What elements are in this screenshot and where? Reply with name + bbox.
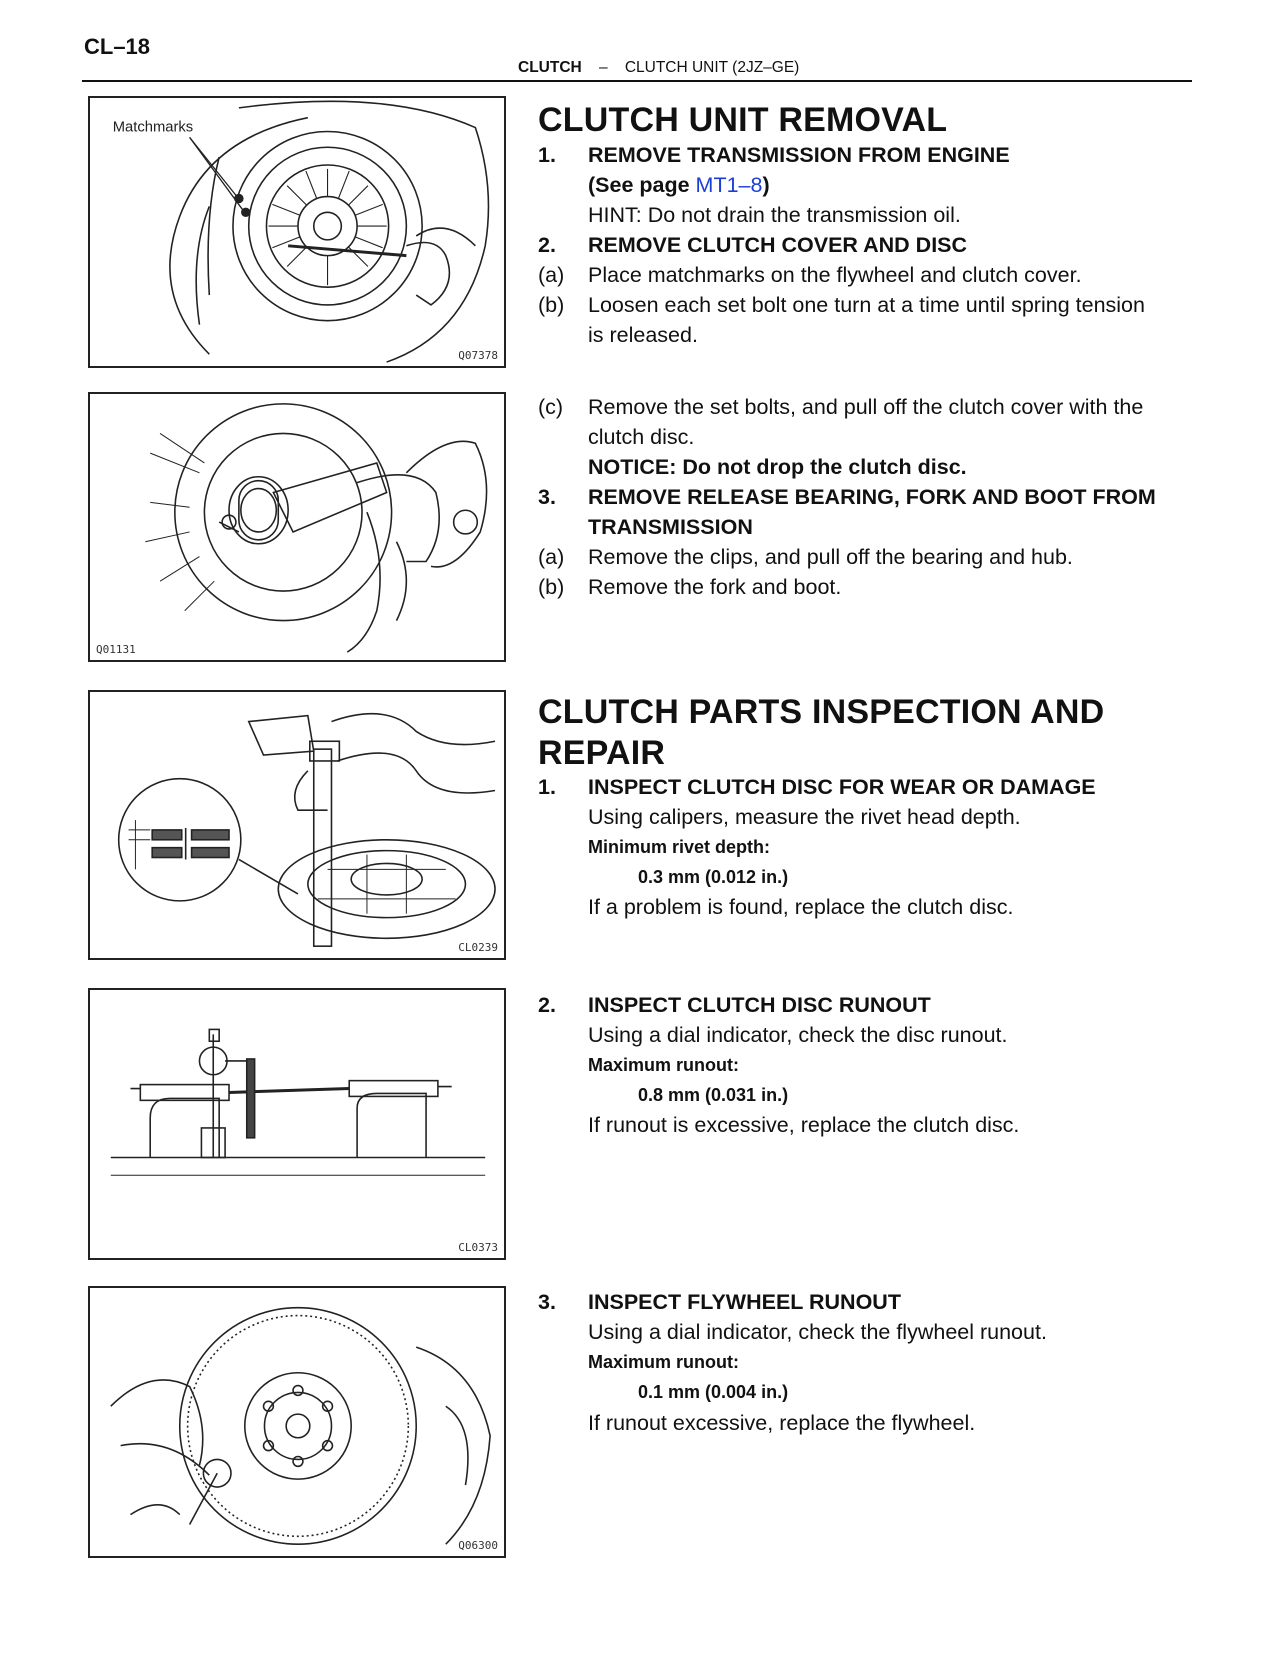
substep-text: Remove the fork and boot. xyxy=(588,575,842,599)
header-subsection: CLUTCH UNIT (2JZ–GE) xyxy=(624,59,800,76)
inspect-3-title xyxy=(538,1287,901,1317)
inspect-1-title xyxy=(538,772,1096,802)
inspect-3-spec-label: Maximum runout: xyxy=(588,1352,739,1372)
step-number: 3. xyxy=(538,1290,556,1314)
figure-code: Q07378 xyxy=(458,349,498,362)
inspect-3-spec-value: 0.1 mm (0.004 in.) xyxy=(638,1382,789,1402)
substep-b2 xyxy=(538,572,841,602)
step-2-title xyxy=(538,230,967,260)
step-number: 3. xyxy=(538,485,556,509)
section-title-inspection-cont: REPAIR xyxy=(538,734,666,772)
figure-disc-runout xyxy=(88,988,506,1260)
page-ref-prefix: (See page xyxy=(588,173,696,197)
disc-runout-illustration xyxy=(90,990,504,1258)
figure-code: CL0239 xyxy=(458,941,498,954)
substep-text: Loosen each set bolt one turn at a time until spring tension xyxy=(588,293,1145,317)
inspect-3-text: Using a dial indicator, check the flywheel runout. xyxy=(588,1320,1047,1344)
step-title-text: INSPECT CLUTCH DISC FOR WEAR OR DAMAGE xyxy=(588,775,1096,799)
clutch-cover-illustration xyxy=(90,98,504,366)
substep-tag: (b) xyxy=(538,575,565,599)
header-section: CLUTCH xyxy=(518,59,582,76)
step-1-title xyxy=(538,140,1010,170)
section-title-removal: CLUTCH UNIT REMOVAL xyxy=(538,101,948,139)
inspect-2-title xyxy=(538,990,931,1020)
matchmarks-label: Matchmarks xyxy=(112,119,194,136)
substep-tag: (a) xyxy=(538,545,565,569)
substep-a xyxy=(538,260,1082,290)
caliper-illustration xyxy=(90,692,504,958)
step-1-hint: HINT: Do not drain the transmission oil. xyxy=(588,203,961,227)
figure-clutch-cover-matchmarks xyxy=(88,96,506,368)
inspect-1-text: Using calipers, measure the rivet head depth. xyxy=(588,805,1021,829)
substep-b xyxy=(538,290,1145,320)
section-title-inspection: CLUTCH PARTS INSPECTION AND xyxy=(538,693,1105,731)
step-3-title-cont: TRANSMISSION xyxy=(588,515,753,539)
step-3-title xyxy=(538,482,1156,512)
figure-caliper-rivet-depth xyxy=(88,690,506,960)
inspect-2-text: Using a dial indicator, check the disc runout. xyxy=(588,1023,1008,1047)
flywheel-runout-illustration xyxy=(90,1288,504,1556)
notice: NOTICE: Do not drop the clutch disc. xyxy=(588,455,967,479)
substep-c xyxy=(538,392,1143,422)
step-number: 1. xyxy=(538,143,556,167)
substep-tag: (a) xyxy=(538,263,565,287)
inspect-2-spec-label: Maximum runout: xyxy=(588,1055,739,1075)
step-title-text: REMOVE RELEASE BEARING, FORK AND BOOT FROM xyxy=(588,485,1156,509)
figure-release-bearing-fork xyxy=(88,392,506,662)
substep-text: Place matchmarks on the flywheel and clutch cover. xyxy=(588,263,1082,287)
substep-tag: (c) xyxy=(538,395,564,419)
inspect-1-spec-label: Minimum rivet depth: xyxy=(588,837,771,857)
step-title-text: REMOVE TRANSMISSION FROM ENGINE xyxy=(588,143,1010,167)
inspect-1-action: If a problem is found, replace the clutch disc. xyxy=(588,895,1014,919)
substep-b-cont: is released. xyxy=(588,323,698,347)
step-1-page-ref xyxy=(588,170,770,200)
figure-code: CL0373 xyxy=(458,1241,498,1254)
substep-text: Remove the set bolts, and pull off the clutch cover with the xyxy=(588,395,1144,419)
substep-tag: (b) xyxy=(538,293,565,317)
header-rule xyxy=(82,80,1192,82)
page-ref-suffix: ) xyxy=(762,173,770,197)
step-number: 2. xyxy=(538,233,556,257)
step-number: 2. xyxy=(538,993,556,1017)
step-title-text: INSPECT FLYWHEEL RUNOUT xyxy=(588,1290,901,1314)
inspect-2-spec-value: 0.8 mm (0.031 in.) xyxy=(638,1085,789,1105)
step-title-text: REMOVE CLUTCH COVER AND DISC xyxy=(588,233,968,257)
header-dash: – xyxy=(598,59,608,76)
substep-text: Remove the clips, and pull off the bearing and hub. xyxy=(588,545,1073,569)
step-number: 1. xyxy=(538,775,556,799)
figure-code: Q06300 xyxy=(458,1539,498,1552)
release-bearing-illustration xyxy=(90,394,504,660)
inspect-2-action: If runout is excessive, replace the clutch disc. xyxy=(588,1113,1020,1137)
page-link-mt1-8[interactable]: MT1–8 xyxy=(695,173,763,197)
substep-a2 xyxy=(538,542,1073,572)
page-number: CL–18 xyxy=(84,34,151,59)
substep-c-cont: clutch disc. xyxy=(588,425,695,449)
figure-flywheel-runout xyxy=(88,1286,506,1558)
inspect-1-spec-value: 0.3 mm (0.012 in.) xyxy=(638,867,789,887)
inspect-3-action: If runout excessive, replace the flywheel. xyxy=(588,1411,976,1435)
figure-code: Q01131 xyxy=(96,643,136,656)
running-header xyxy=(518,59,799,77)
step-title-text: INSPECT CLUTCH DISC RUNOUT xyxy=(588,993,931,1017)
